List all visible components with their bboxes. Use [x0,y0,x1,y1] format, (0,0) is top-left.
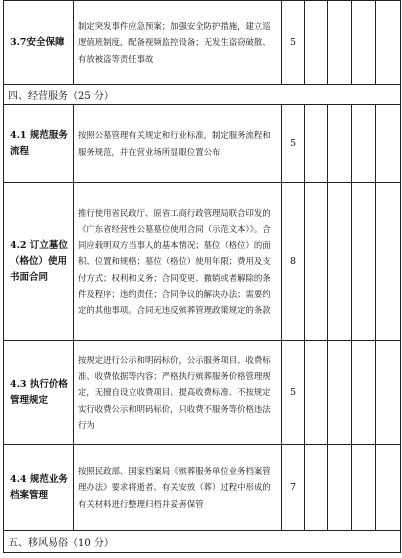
empty-cell [328,341,352,445]
empty-cell [305,183,328,341]
evaluation-table [3,0,401,553]
empty-cell [352,105,376,183]
empty-cell [376,183,401,341]
item-name: 4.4 规范业务档案管理 [4,445,74,531]
item-score: 8 [282,183,305,341]
empty-cell [376,105,401,183]
section-title: 五、移风易俗（10 分） [4,531,401,553]
table-row [4,445,401,531]
table-row [4,1,401,85]
section-row [4,531,401,553]
empty-cell [305,1,328,85]
empty-cell [328,105,352,183]
item-content: 按规定进行公示和明码标价，公示服务项目、收费标准、收费依据等内容；严格执行殡葬服务价格管理规定，无擅自设立收费项目、提高收费标准、不按规定实行收费公示和明码标价，只收费不服务等价格违法行为 [74,341,282,445]
table-row [4,105,401,183]
table-body [4,1,401,553]
empty-cell [376,1,401,85]
item-score: 5 [282,1,305,85]
empty-cell [352,341,376,445]
item-content: 按照民政部、国家档案局《殡葬服务单位业务档案管理办法》要求将逝者、有关安放（葬）过程中形成的有关材料进行整理归档并妥善保管 [74,445,282,531]
empty-cell [328,445,352,531]
empty-cell [376,341,401,445]
empty-cell [305,341,328,445]
item-name: 3.7安全保障 [4,1,74,85]
empty-cell [328,183,352,341]
item-score: 5 [282,105,305,183]
section-row [4,85,401,105]
item-content: 制定突发事件应急预案；加强安全防护措施，建立巡逻值班制度，配备视频监控设备；无发生盗窃破散、有放被盗等责任事故 [74,1,282,85]
empty-cell [352,1,376,85]
item-score: 5 [282,341,305,445]
item-name: 4.1 规范服务流程 [4,105,74,183]
item-content: 按照公墓管理有关规定和行业标准，制定服务流程和服务规范，并在营业场所显眼位置公布 [74,105,282,183]
empty-cell [328,1,352,85]
empty-cell [305,445,328,531]
item-name: 4.2 订立墓位（格位）使用书面合同 [4,183,74,341]
table-row [4,183,401,341]
empty-cell [352,183,376,341]
empty-cell [376,445,401,531]
item-name: 4.3 执行价格管理规定 [4,341,74,445]
section-title: 四、经营服务（25 分） [4,85,401,105]
item-content: 推行使用省民政厅、原省工商行政管理局联合印发的《广东省经营性公墓墓位使用合同（示范文本）》。合同应载明双方当事人的基本情况；墓位（格位）的面积、位置和规格；墓位（格位）使用年限；费用及支付方式；权利和义务；合同变更、撤销或者解除的条件及程序；违约责任；合同争议的解决办法；需要约定的其他事项。合同无违反殡葬管理政策规定的条款 [74,183,282,341]
empty-cell [305,105,328,183]
table-row [4,341,401,445]
item-score: 7 [282,445,305,531]
empty-cell [352,445,376,531]
